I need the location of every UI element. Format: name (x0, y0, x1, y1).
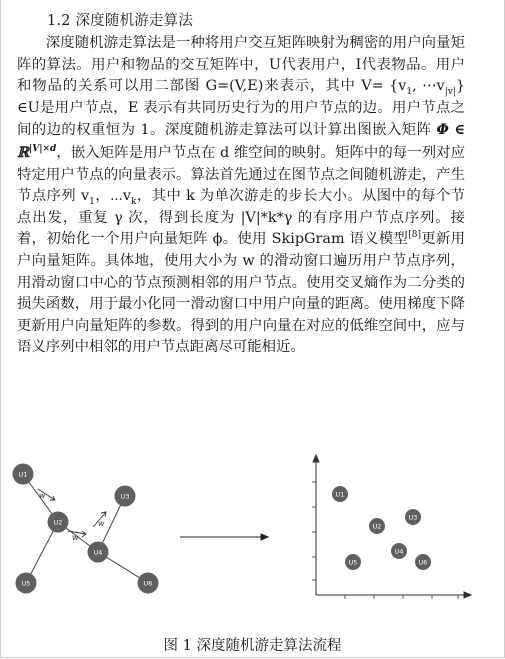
node-label: U5 (348, 558, 358, 567)
embedding-node-u5 (345, 554, 361, 570)
subscript: 1 (89, 197, 95, 208)
graph-nodes (13, 464, 159, 594)
graph-node-u5 (16, 573, 37, 594)
walk-label: w (72, 533, 79, 542)
walk-labels (39, 491, 105, 542)
text-run: 深度随机游走算法是一种将用户交互矩阵映射为稠密的用户向量矩阵的算法。用户和物品的交互矩阵中，U代表用户，I代表物品。用户和物品的关系可以用二部图 G=(V,E)来表示，其中 V= {v (17, 35, 465, 95)
paragraph-text (17, 33, 465, 359)
subscript: k (131, 197, 137, 208)
node-label: U3 (408, 513, 418, 522)
graph-node-u3 (115, 486, 136, 507)
text-run: ，其中 k 为单次游走的步长大小。从图中的每个节点出发，重复 γ 次，得到长度为 |V|*k*γ 的有序用户节点序列。接着，初始化一个用户向量矩阵 ϕ。使用 SkipGram 语义模型 (17, 188, 465, 248)
node-label: U1 (18, 470, 28, 479)
graph-node-u6 (138, 573, 159, 594)
node-label: U2 (372, 522, 382, 531)
embedding-node-u6 (415, 554, 431, 570)
body-paragraph (17, 33, 465, 359)
node-label: U2 (53, 518, 63, 527)
node-label: U6 (418, 558, 428, 567)
math-embedding-matrix: Φ ∈ ℝ (17, 121, 465, 161)
section-title: 1.2 深度随机游走算法 (47, 13, 194, 29)
walk-label: w (39, 491, 46, 500)
figure-caption: 图 1 深度随机游走算法流程 (163, 638, 342, 654)
math-superscript: |V|×d (28, 144, 57, 155)
embedding-node-u3 (405, 509, 421, 525)
embedding-node-u4 (391, 543, 407, 559)
walk-label: w (98, 519, 105, 528)
node-label: U4 (93, 548, 103, 557)
embedding-node-u1 (332, 486, 348, 502)
text-run: }∈U是用户节点，E 表示有共同历史行为的用户节点的边。用户节点之间的边的权重恒为 1。深度随机游走算法可以计算出图嵌入矩阵 (17, 78, 465, 139)
citation-reference[interactable]: [8] (408, 230, 421, 241)
node-label: U4 (394, 547, 404, 556)
node-label: U3 (120, 492, 130, 501)
walk-arrows (38, 489, 106, 537)
embedding-node-u2 (369, 518, 385, 534)
text-run: ，嵌入矩阵是用户节点在 d 维空间的映射。矩阵中的每一列对应特定用户节点的向量表示。算法首先通过在图节点之间随机游走，产生节点序列 v (17, 144, 465, 205)
node-label: U6 (143, 579, 153, 588)
text-run: 更新用户向量矩阵。具体地，使用大小为 w 的滑动窗口遍历用户节点序列，用滑动窗口中心的节点预测相邻的用户节点。使用交叉熵作为二分类的损失函数，用于最小化同一滑动窗口中用户向量的距离。使用梯度下降更新用户向量矩阵的参数。得到的用户向量在对应的低维空间中，应与语义序列中相邻的用户节点距离尽可能相近。 (17, 231, 465, 356)
graph-node-u1 (13, 464, 34, 485)
random-walk-figure (0, 452, 505, 622)
transform-arrow (180, 534, 268, 540)
graph-node-u2 (48, 512, 69, 533)
embedding-axes (313, 455, 471, 598)
graph-node-u4 (88, 542, 109, 563)
node-label: U5 (21, 579, 31, 588)
text-run: ，⋯v (94, 188, 132, 205)
axis-ticks (312, 482, 458, 599)
embedding-nodes (332, 486, 431, 570)
subscript: |v| (444, 87, 456, 98)
subscript: 1 (406, 87, 413, 98)
node-label: U1 (335, 490, 345, 499)
text-run: , ⋯v (412, 78, 445, 95)
